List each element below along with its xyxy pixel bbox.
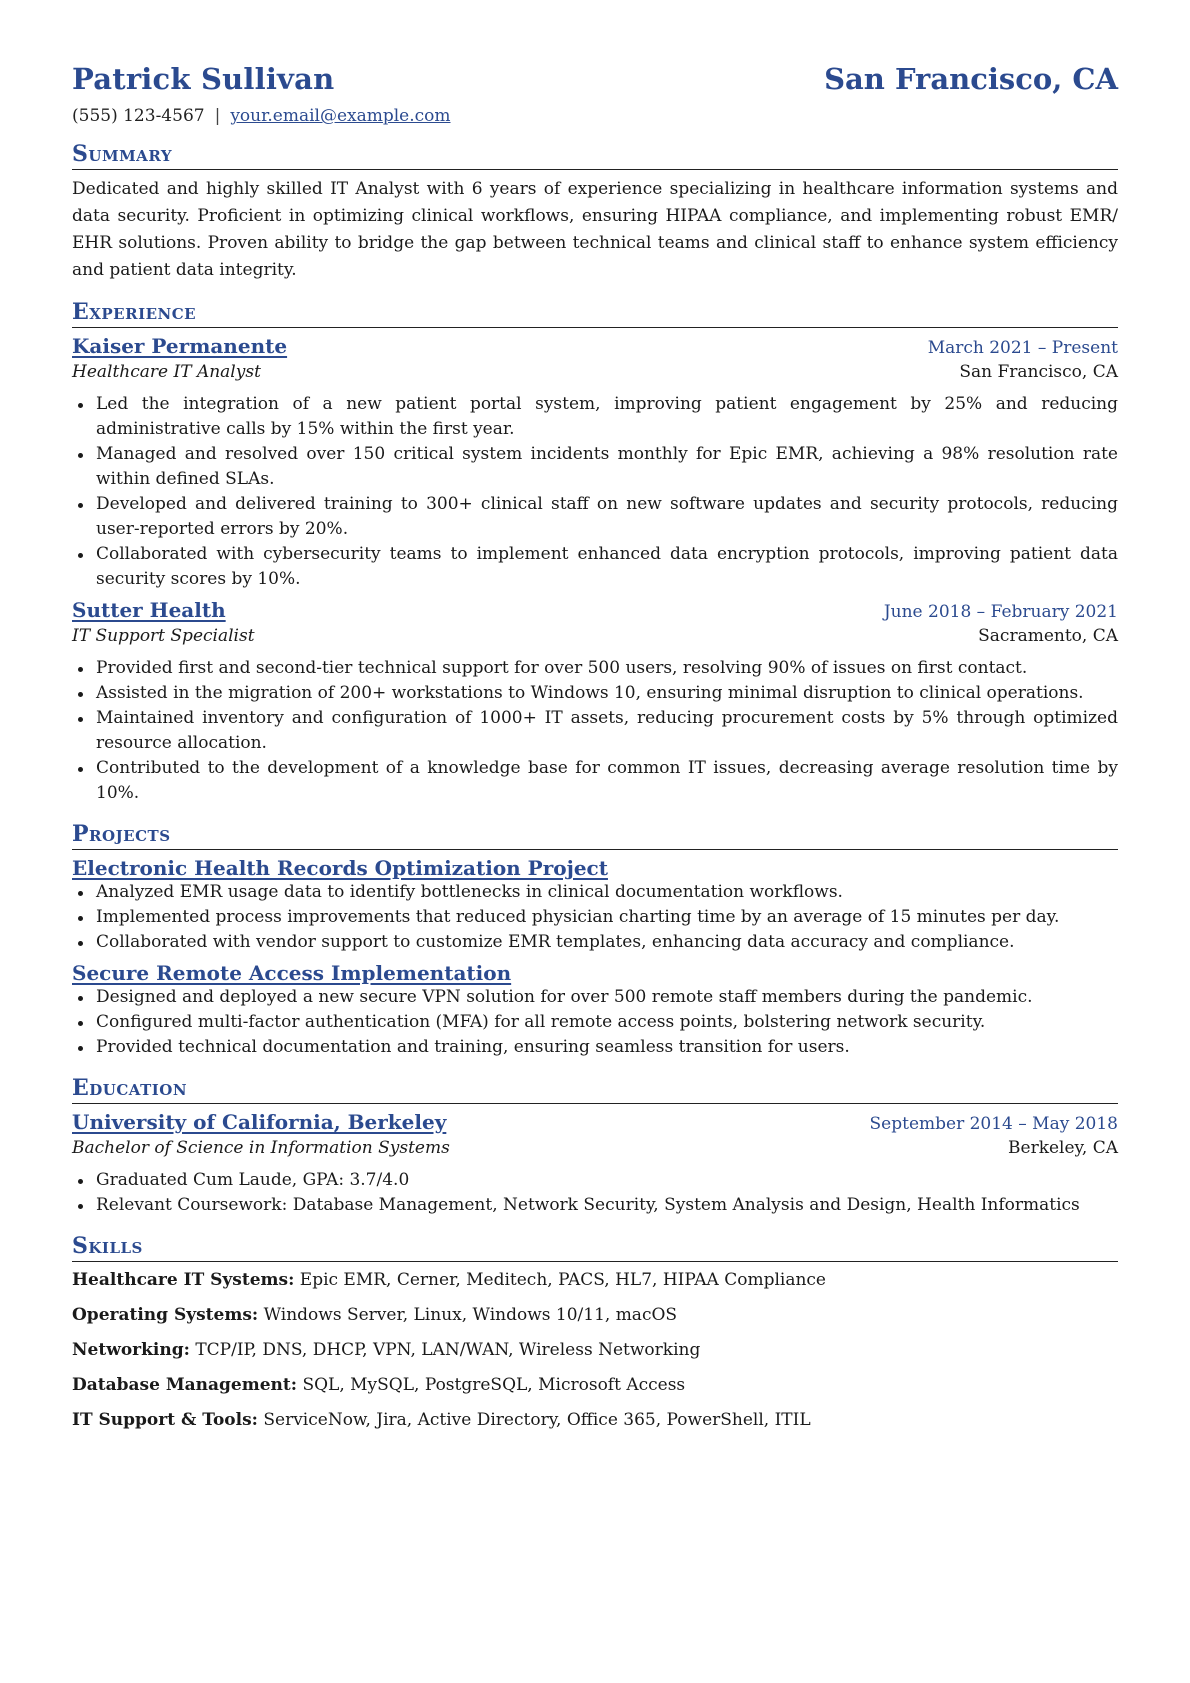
project-title-link[interactable]: Secure Remote Access Implementation bbox=[72, 961, 512, 985]
skill-line bbox=[72, 1268, 1118, 1293]
skill-label: IT Support & Tools: bbox=[72, 1410, 258, 1430]
section-title-education: Education bbox=[72, 1074, 1118, 1104]
phone-number: (555) 123-4567 bbox=[72, 106, 205, 126]
candidate-name: Patrick Sullivan bbox=[72, 62, 335, 96]
bullet-item: Collaborated with cybersecurity teams to implement enhanced data encryption protocols, improving patient data security scores by 10%. bbox=[96, 542, 1118, 592]
section-title-projects: Projects bbox=[72, 820, 1118, 850]
section-title-summary: Summary bbox=[72, 140, 1118, 170]
experience-entry bbox=[72, 598, 1118, 806]
job-title: IT Support Specialist bbox=[72, 626, 255, 646]
bullet-list bbox=[72, 880, 1118, 955]
degree-name: Bachelor of Science in Information Systems bbox=[72, 1138, 450, 1158]
education-entry bbox=[72, 1110, 1118, 1218]
skill-label: Database Management: bbox=[72, 1375, 298, 1395]
section-title-experience: Experience bbox=[72, 298, 1118, 328]
bullet-item: Relevant Coursework: Database Management, Network Security, System Analysis and Design, Health Informatics bbox=[96, 1193, 1118, 1218]
school-location: Berkeley, CA bbox=[1008, 1138, 1118, 1158]
employment-dates: March 2021 – Present bbox=[927, 338, 1118, 358]
bullet-item: Provided first and second-tier technical support for over 500 users, resolving 90% of issues on first contact. bbox=[96, 656, 1118, 681]
skill-line bbox=[72, 1338, 1118, 1363]
contact-line bbox=[72, 106, 1118, 126]
skill-label: Networking: bbox=[72, 1340, 190, 1360]
bullet-list bbox=[72, 1168, 1118, 1218]
education-section bbox=[72, 1074, 1118, 1218]
skill-value: Epic EMR, Cerner, Meditech, PACS, HL7, HIPAA Compliance bbox=[299, 1270, 826, 1290]
bullet-item: Analyzed EMR usage data to identify bottlenecks in clinical documentation workflows. bbox=[96, 880, 1118, 905]
bullet-item: Implemented process improvements that reduced physician charting time by an average of 15 minutes per day. bbox=[96, 905, 1118, 930]
experience-section bbox=[72, 298, 1118, 806]
bullet-list bbox=[72, 392, 1118, 592]
bullet-item: Led the integration of a new patient portal system, improving patient engagement by 25% and reducing administrative calls by 15% within the first year. bbox=[96, 392, 1118, 442]
summary-text: Dedicated and highly skilled IT Analyst with 6 years of experience specializing in healthcare information systems and data security. Proficient in optimizing clinical workflows, ensuring HIPAA compliance, and implementing robust EMR/ EHR solutions. Proven ability to bridge the gap between technical teams and clinical staff to enhance system efficiency and patient data integrity. bbox=[72, 179, 1118, 280]
skill-label: Healthcare IT Systems: bbox=[72, 1270, 295, 1290]
bullet-item: Developed and delivered training to 300+ clinical staff on new software updates and security protocols, reducing user-reported errors by 20%. bbox=[96, 492, 1118, 542]
projects-section bbox=[72, 820, 1118, 1060]
skill-value: SQL, MySQL, PostgreSQL, Microsoft Access bbox=[302, 1375, 686, 1395]
skill-value: Windows Server, Linux, Windows 10/11, macOS bbox=[263, 1305, 678, 1325]
skill-label: Operating Systems: bbox=[72, 1305, 259, 1325]
job-location: Sacramento, CA bbox=[978, 626, 1118, 646]
section-title-skills: Skills bbox=[72, 1232, 1118, 1262]
project-title-link[interactable]: Electronic Health Records Optimization Project bbox=[72, 856, 608, 880]
bullet-item: Assisted in the migration of 200+ workstations to Windows 10, ensuring minimal disruption to clinical operations. bbox=[96, 681, 1118, 706]
email-link[interactable]: your.email@example.com bbox=[230, 106, 451, 126]
bullet-item: Contributed to the development of a knowledge base for common IT issues, decreasing average resolution time by 10%. bbox=[96, 756, 1118, 806]
skill-line bbox=[72, 1408, 1118, 1433]
employer-link[interactable]: Kaiser Permanente bbox=[72, 334, 288, 358]
header bbox=[72, 62, 1118, 96]
education-dates: September 2014 – May 2018 bbox=[869, 1114, 1118, 1134]
bullet-list bbox=[72, 985, 1118, 1060]
bullet-list bbox=[72, 656, 1118, 806]
bullet-item: Maintained inventory and configuration of 1000+ IT assets, reducing procurement costs by 5% through optimized resource allocation. bbox=[96, 706, 1118, 756]
bullet-item: Configured multi-factor authentication (MFA) for all remote access points, bolstering network security. bbox=[96, 1010, 1118, 1035]
bullet-item: Designed and deployed a new secure VPN solution for over 500 remote staff members during the pandemic. bbox=[96, 985, 1118, 1010]
job-title: Healthcare IT Analyst bbox=[72, 362, 261, 382]
skill-value: TCP/IP, DNS, DHCP, VPN, LAN/WAN, Wireless Networking bbox=[195, 1340, 701, 1360]
skill-line bbox=[72, 1373, 1118, 1398]
skills-list bbox=[72, 1268, 1118, 1433]
experience-entry bbox=[72, 334, 1118, 592]
candidate-location: San Francisco, CA bbox=[824, 62, 1118, 96]
school-link[interactable]: University of California, Berkeley bbox=[72, 1110, 447, 1134]
employer-link[interactable]: Sutter Health bbox=[72, 598, 226, 622]
bullet-item: Collaborated with vendor support to customize EMR templates, enhancing data accuracy and compliance. bbox=[96, 930, 1118, 955]
job-location: San Francisco, CA bbox=[959, 362, 1118, 382]
skill-line bbox=[72, 1303, 1118, 1328]
skill-value: ServiceNow, Jira, Active Directory, Office 365, PowerShell, ITIL bbox=[263, 1410, 811, 1430]
bullet-item: Managed and resolved over 150 critical system incidents monthly for Epic EMR, achieving a 98% resolution rate within defined SLAs. bbox=[96, 442, 1118, 492]
bullet-item: Graduated Cum Laude, GPA: 3.7/4.0 bbox=[96, 1168, 1118, 1193]
bullet-item: Provided technical documentation and training, ensuring seamless transition for users. bbox=[96, 1035, 1118, 1060]
contact-separator: | bbox=[214, 106, 221, 126]
skills-section bbox=[72, 1232, 1118, 1433]
summary-section bbox=[72, 140, 1118, 284]
employment-dates: June 2018 – February 2021 bbox=[883, 602, 1118, 622]
